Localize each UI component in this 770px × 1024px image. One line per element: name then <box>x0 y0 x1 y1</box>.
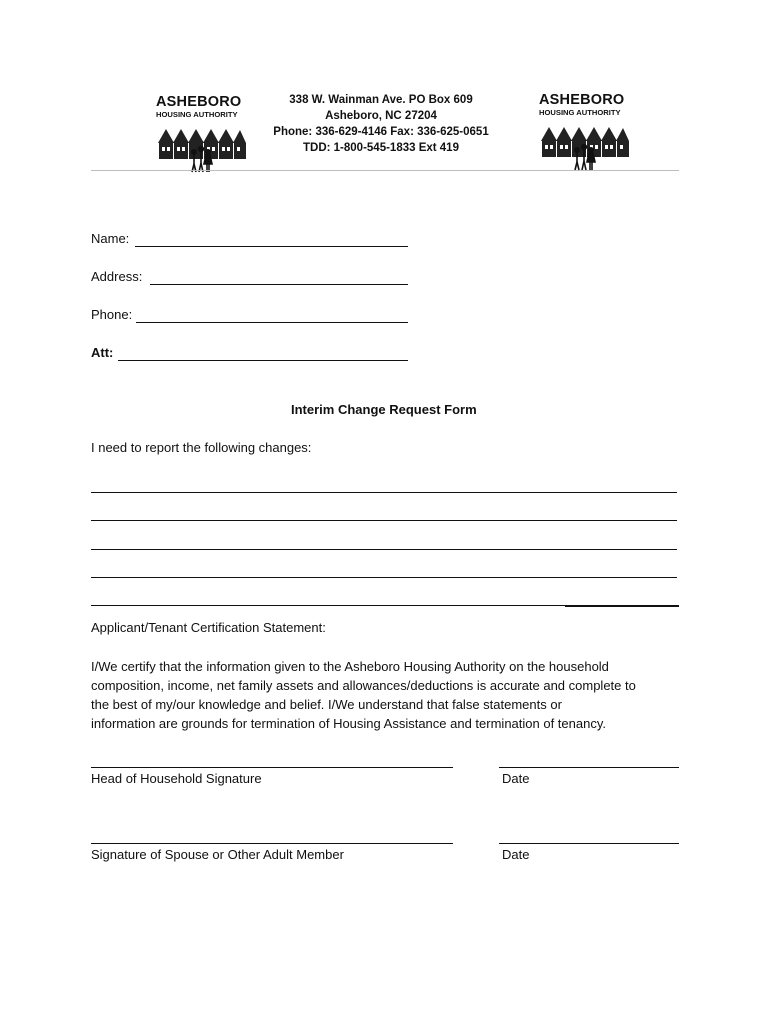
houses-icon <box>539 119 631 171</box>
certification-statement <box>91 657 691 733</box>
logo-title: ASHEBORO <box>539 92 625 108</box>
logo-right <box>539 93 639 173</box>
address-line: Asheboro, NC 27204 <box>325 110 437 122</box>
certification-line: composition, income, net family assets and allowances/deductions is accurate and complete to <box>91 678 636 693</box>
change-line[interactable] <box>91 549 677 550</box>
address-line: 338 W. Wainman Ave. PO Box 609 <box>289 94 473 106</box>
logo-subtitle: HOUSING AUTHORITY <box>156 110 238 119</box>
att-field-line[interactable] <box>118 360 408 361</box>
name-label: Name: <box>91 231 130 246</box>
phone-fax-line: Phone: 336-629-4146 Fax: 336-625-0651 <box>273 126 489 138</box>
change-line-extension <box>565 606 679 607</box>
logo-left <box>156 95 256 175</box>
change-line[interactable] <box>91 492 677 493</box>
head-date-line[interactable] <box>499 767 679 768</box>
phone-field-line[interactable] <box>136 322 408 323</box>
certification-line: information are grounds for termination of Housing Assistance and termination of tenancy. <box>91 716 606 731</box>
head-signature-label: Head of Household Signature <box>91 771 262 786</box>
phone-label: Phone: <box>91 307 133 322</box>
form-title: Interim Change Request Form <box>291 402 477 417</box>
certification-heading: Applicant/Tenant Certification Statement: <box>91 620 326 635</box>
spouse-date-label: Date <box>502 847 530 862</box>
header-divider <box>91 170 679 171</box>
name-field-line[interactable] <box>135 246 408 247</box>
logo-title: ASHEBORO <box>156 94 242 110</box>
logo-subtitle: HOUSING AUTHORITY <box>539 108 621 117</box>
address-block <box>266 92 496 156</box>
address-field-line[interactable] <box>150 284 408 285</box>
head-date-label: Date <box>502 771 530 786</box>
head-signature-line[interactable] <box>91 767 453 768</box>
spouse-signature-line[interactable] <box>91 843 453 844</box>
spouse-date-line[interactable] <box>499 843 679 844</box>
change-line[interactable] <box>91 577 677 578</box>
change-line[interactable] <box>91 520 677 521</box>
report-prompt: I need to report the following changes: <box>91 440 312 455</box>
houses-icon <box>156 121 248 173</box>
tdd-line: TDD: 1-800-545-1833 Ext 419 <box>303 142 459 154</box>
certification-line: the best of my/our knowledge and belief. I/We understand that false statements or <box>91 697 562 712</box>
address-label: Address: <box>91 269 143 284</box>
spouse-signature-label: Signature of Spouse or Other Adult Member <box>91 847 344 862</box>
att-label: Att: <box>91 345 114 360</box>
certification-line: I/We certify that the information given to the Asheboro Housing Authority on the household <box>91 659 609 674</box>
